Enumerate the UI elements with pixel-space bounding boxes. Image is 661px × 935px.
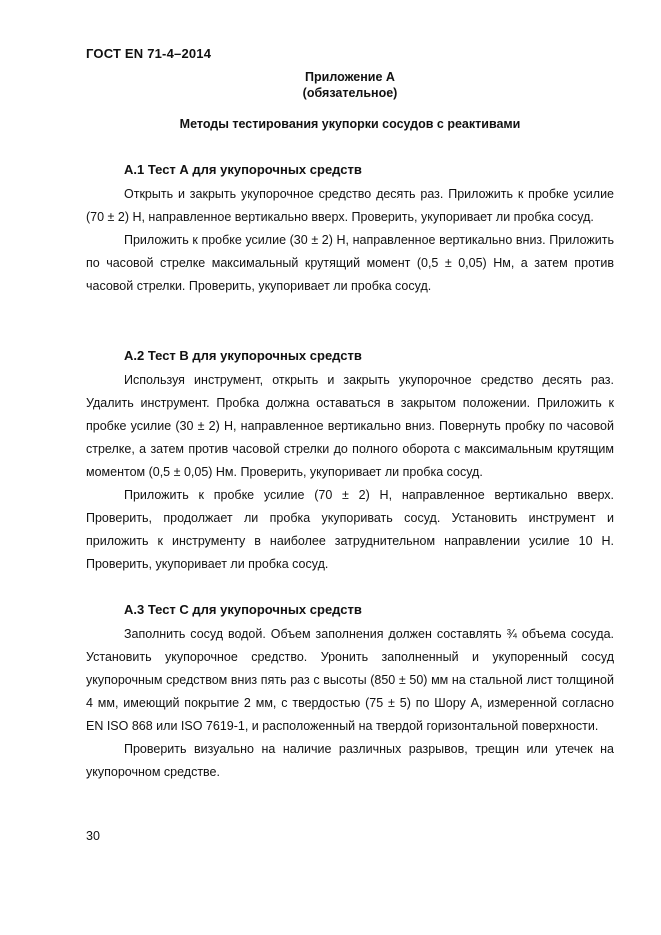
section-a1 [86,160,614,298]
paragraph: Приложить к пробке усилие (70 ± 2) Н, направленное вертикально вверх. Проверить, продолжает ли пробка укупоривать сосуд. Установить инструмент и приложить к инструменту в наиболее затруднительном направлении усилие 10 Н. Проверить, укупоривает ли пробка сосуд. [86,488,614,571]
section-heading: А.2 Тест В для укупорочных средств [124,348,362,363]
section-a2 [86,346,614,576]
paragraph: Открыть и закрыть укупорочное средство десять раз. Приложить к пробке усилие (70 ± 2) Н, направленное вертикально вверх. Проверить, укупоривает ли пробка сосуд. [86,187,614,224]
paragraph: Проверить визуально на наличие различных разрывов, трещин или утечек на укупорочном средстве. [86,742,614,779]
page-number: 30 [86,829,100,843]
appendix-status: (обязательное) [302,86,398,100]
standard-header: ГОСТ EN 71-4–2014 [86,46,212,61]
appendix-title: Приложение А [305,70,395,84]
paragraph: Заполнить сосуд водой. Объем заполнения должен составлять ¾ объема сосуда. Установить укупорочное средство. Уронить заполненный и укупоренный сосуд укупорочным средством вниз пять раз с высоты (850 ± 50) мм на стальной лист толщиной 4 мм, имеющий покрытие 2 мм, с твердостью (75 ± 5) по Шору А, измеренной согласно EN ISO 868 или ISO 7619-1, и расположенный на твердой горизонтальной поверхности. [86,627,614,733]
section-a3 [86,600,614,784]
paragraph: Используя инструмент, открыть и закрыть укупорочное средство десять раз. Удалить инструмент. Пробка должна оставаться в закрытом положении. Приложить к пробке усилие (30 ± 2) Н, направленное вертикально вниз. Повернуть пробку по часовой стрелке, а затем против часовой стрелки до полного оборота с максимальным крутящим моментом (0,5 ± 0,05) Нм. Проверить, укупоривает ли пробка сосуд. [86,373,614,479]
appendix-heading: Методы тестирования укупорки сосудов с реактивами [179,117,521,131]
paragraph: Приложить к пробке усилие (30 ± 2) Н, направленное вертикально вниз. Приложить по часовой стрелке максимальный крутящий момент (0,5 ± 0,05) Нм, а затем против часовой стрелки. Проверить, укупоривает ли пробка сосуд. [86,233,614,293]
section-heading: А.3 Тест С для укупорочных средств [124,602,362,617]
section-heading: А.1 Тест А для укупорочных средств [124,162,362,177]
